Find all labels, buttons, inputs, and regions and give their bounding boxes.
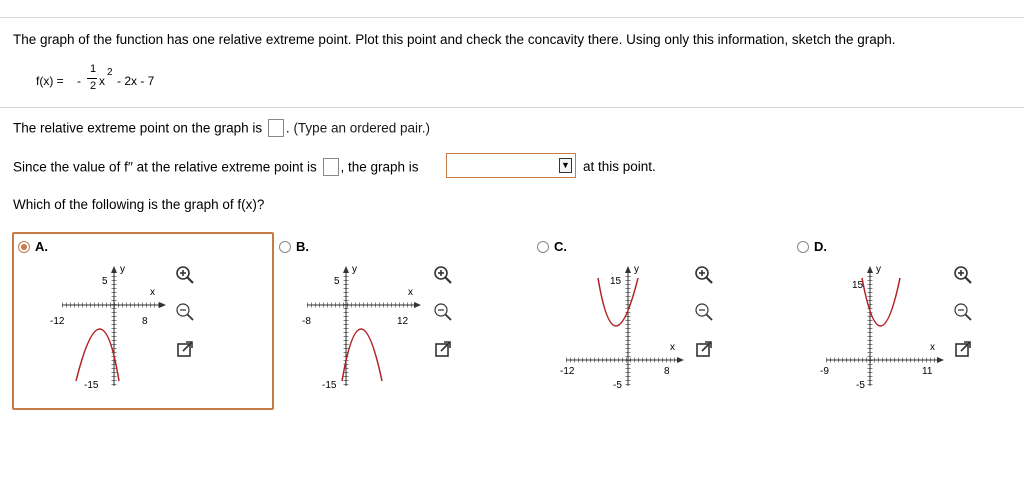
y-min-label: -5 — [856, 380, 865, 391]
question-instruction: The graph of the function has one relative extreme point. Plot this point and check the concavity there. Using only this information, sketch the graph. — [13, 32, 896, 47]
extreme-point-answer-box[interactable] — [268, 119, 284, 137]
x-min-label: -8 — [302, 316, 311, 327]
option-c-zoom-out-icon[interactable] — [694, 302, 714, 322]
fraction-bar — [87, 78, 97, 79]
option-d-label: D. — [814, 239, 827, 254]
q1-suffix: . — [285, 120, 290, 136]
x-axis-label: x — [408, 287, 413, 298]
function-exponent: 2 — [107, 67, 113, 78]
y-min-label: -15 — [322, 380, 337, 391]
x-axis-label: x — [930, 342, 935, 353]
option-b-zoom-in-icon[interactable] — [433, 265, 453, 285]
q1-hint: (Type an ordered pair.) — [293, 120, 431, 136]
option-d-open-external-icon[interactable] — [953, 339, 973, 359]
x-max-label: 11 — [922, 366, 933, 377]
question-concavity — [13, 159, 419, 177]
option-b-open-external-icon[interactable] — [433, 339, 453, 359]
top-divider — [0, 17, 1024, 18]
option-c-graph — [558, 262, 688, 392]
parabola-curve — [862, 278, 900, 326]
x-max-label: 8 — [664, 366, 670, 377]
y-axis-arrow — [625, 266, 631, 273]
function-variable: x — [99, 74, 105, 88]
q2-prefix: Since the value of f′′ at the relative extreme point is — [13, 159, 317, 175]
x-axis-label: x — [150, 287, 155, 298]
option-c-open-external-icon[interactable] — [694, 339, 714, 359]
section-divider — [0, 107, 1024, 108]
y-max-label: 5 — [334, 276, 340, 287]
second-derivative-answer-box[interactable] — [323, 158, 339, 176]
option-a-zoom-out-icon[interactable] — [175, 302, 195, 322]
q2-middle: , the graph is — [340, 159, 419, 175]
fraction-numerator: 1 — [90, 63, 97, 75]
option-a-label: A. — [35, 239, 48, 254]
x-min-label: -12 — [50, 316, 65, 327]
y-min-label: -15 — [84, 380, 99, 391]
question-extreme-point — [13, 120, 430, 138]
function-rest: - 2x - 7 — [117, 74, 155, 88]
option-b-label: B. — [296, 239, 309, 254]
function-sign: - — [77, 74, 81, 88]
option-b-graph — [302, 262, 422, 392]
q1-prefix: The relative extreme point on the graph is — [13, 120, 263, 136]
y-axis-arrow — [867, 266, 873, 273]
y-max-label: 15 — [852, 280, 864, 291]
y-min-label: -5 — [613, 380, 622, 391]
fraction-denominator: 2 — [90, 80, 97, 92]
x-axis-arrow — [159, 302, 166, 308]
x-min-label: -12 — [560, 366, 575, 377]
option-b-radio[interactable] — [279, 241, 291, 253]
option-d-zoom-out-icon[interactable] — [953, 302, 973, 322]
dropdown-arrow-icon[interactable]: ▼ — [559, 158, 572, 173]
option-d-radio[interactable] — [797, 241, 809, 253]
x-axis-label: x — [670, 342, 675, 353]
option-a-radio[interactable] — [18, 241, 30, 253]
option-b-zoom-out-icon[interactable] — [433, 302, 453, 322]
y-axis-label: y — [876, 264, 881, 275]
y-axis-label: y — [120, 264, 125, 275]
option-a-zoom-in-icon[interactable] — [175, 265, 195, 285]
option-c-zoom-in-icon[interactable] — [694, 265, 714, 285]
y-axis-arrow — [343, 266, 349, 273]
x-max-label: 12 — [397, 316, 409, 327]
y-axis-label: y — [352, 264, 357, 275]
y-axis-arrow — [111, 266, 117, 273]
option-d-graph — [818, 262, 948, 392]
function-lhs: f(x) = — [36, 74, 64, 88]
question-graph-choice: Which of the following is the graph of f(x)? — [13, 197, 265, 212]
option-c-radio[interactable] — [537, 241, 549, 253]
option-a-open-external-icon[interactable] — [175, 339, 195, 359]
concavity-select[interactable] — [446, 153, 576, 178]
y-max-label: 15 — [610, 276, 622, 287]
y-max-label: 5 — [102, 276, 108, 287]
x-max-label: 8 — [142, 316, 148, 327]
x-min-label: -9 — [820, 366, 829, 377]
y-axis-label: y — [634, 264, 639, 275]
q2-suffix: at this point. — [583, 159, 656, 174]
option-a-graph — [50, 262, 172, 392]
option-d-zoom-in-icon[interactable] — [953, 265, 973, 285]
option-c-label: C. — [554, 239, 567, 254]
